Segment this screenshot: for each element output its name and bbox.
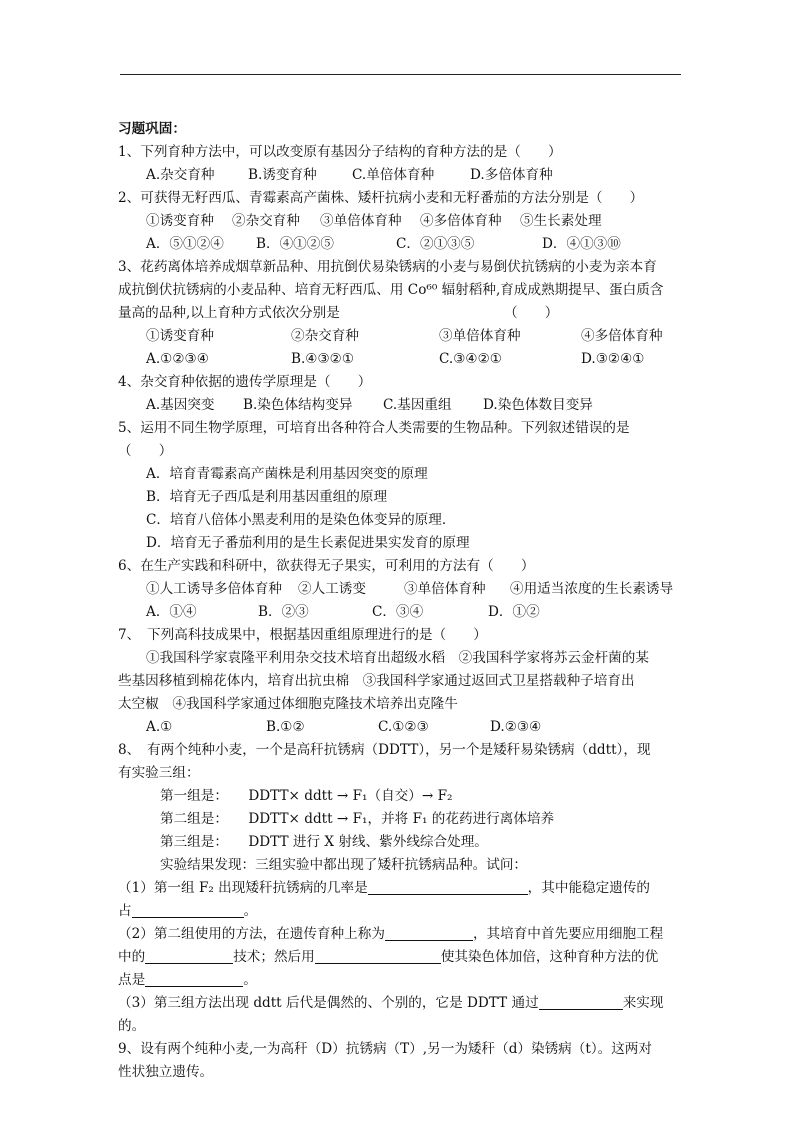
q2-option-a: A．⑤①②④ [146, 236, 224, 252]
q6-method-4: ④用适当浓度的生长素诱导 [510, 581, 674, 597]
q2-method-1: ①诱变育种 [146, 213, 214, 229]
q3-bracket: （ ） [504, 305, 559, 321]
q1-option-c: C.单倍体育种 [352, 167, 435, 183]
q3-option-c: C.③④②① [439, 351, 502, 367]
q8-sub2-blank-1[interactable] [385, 924, 473, 941]
q7-option-b: B.①② [266, 719, 305, 735]
q3-option-d: D.③②④① [581, 351, 645, 367]
q8-sub3-blank[interactable] [539, 993, 623, 1010]
q8-sub2-text-3: 中的 [118, 949, 146, 965]
q8-group-2: 第二组是： DDTT× ddtt → F₁，并将 F₁ 的花药进行离体培养 [160, 811, 555, 827]
q6-method-3: ③单倍体育种 [404, 581, 486, 597]
q8-sub1-line-2 [118, 900, 684, 923]
q8-sub2-text-5: 使其染色体加倍，这种育种方法的优 [440, 949, 659, 965]
q8-sub3-text-2: 来实现 [622, 995, 664, 1011]
q1-option-d: D.多倍体育种 [470, 167, 553, 183]
q8-sub1-blank-2[interactable] [132, 901, 244, 918]
q7-body-2: 些基因移植到棉花体内，培育出抗虫棉 ③我国科学家通过返回式卫星搭载种子培育出 [118, 673, 635, 689]
q8-sub3-text: （3）第三组方法出现 ddtt 后代是偶然的、个别的，它是 DDTT 通过 [118, 995, 539, 1011]
q2-option-c: C．②①③⑤ [396, 236, 475, 252]
q8-sub2-blank-2[interactable] [145, 947, 233, 964]
q2-method-3: ③单倍体育种 [320, 213, 402, 229]
q4-option-a: A.基因突变 [146, 397, 215, 413]
q1-options [118, 164, 684, 187]
q2-option-d: D．④①③⑩ [542, 236, 621, 252]
q8-line-1: 8、 有两个纯种小麦，一个是高秆抗锈病（DDTT），另一个是矮秆易染锈病（ddtt），现 [118, 742, 651, 758]
q4-stem: 4、杂交育种依据的遗传学原理是（ ） [118, 374, 372, 390]
q7-option-a: A.① [146, 719, 173, 735]
exercise-content [118, 118, 684, 1084]
q8-sub3-end: 的。 [118, 1018, 146, 1034]
q8-sub2-line-3 [118, 969, 684, 992]
q3-methods [118, 325, 684, 348]
section-title: 习题巩固： [118, 121, 186, 137]
q5-stem: 5、运用不同生物学原理，可培育出各种符合人类需要的生物品种。下列叙述错误的是 [118, 420, 630, 436]
q1-option-b: B.诱变育种 [248, 167, 317, 183]
q3-option-a: A.①②③④ [146, 351, 209, 367]
q8-sub1-end: 。 [243, 903, 258, 919]
q3-option-b: B.④③②① [291, 351, 355, 367]
q6-methods [118, 578, 684, 601]
q8-line-2: 有实验三组： [118, 765, 200, 781]
q6-options [118, 601, 684, 624]
q7-stem: 7、 下列高科技成果中，根据基因重组原理进行的是（ ） [118, 627, 487, 643]
q3-method-2: ②杂交育种 [291, 328, 359, 344]
q3-method-4: ④多倍体育种 [581, 328, 663, 344]
q8-sub2-end: 。 [243, 972, 257, 988]
q5-option-a: A．培育青霉素高产菌株是利用基因突变的原理 [146, 466, 428, 482]
q8-sub2-blank-3[interactable] [315, 947, 441, 964]
q6-option-a: A．①④ [146, 604, 197, 620]
q2-stem: 2、可获得无籽西瓜、青霉素高产菌株、矮杆抗病小麦和无籽番茄的方法分别是（ ） [118, 190, 644, 206]
q8-sub2-text: （2）第二组使用的方法，在遗传育种上称为 [118, 926, 385, 942]
q4-options [118, 394, 684, 417]
q6-option-d: D．①② [488, 604, 540, 620]
q5-option-d: D．培育无子番茄利用的是生长素促进果实发育的原理 [146, 535, 470, 551]
q5-bracket: （ ） [118, 443, 173, 459]
q2-option-b: B．④①②⑤ [256, 236, 334, 252]
q8-sub2-line [118, 923, 684, 946]
q8-sub3-line [118, 992, 684, 1015]
q8-sub1-text-2: ，其中能稳定遗传的 [527, 880, 651, 896]
q8-sub1-line [118, 877, 684, 900]
q6-stem: 6、在生产实践和科研中，欲获得无子果实，可利用的方法有（ ） [118, 558, 535, 574]
q2-method-2: ②杂交育种 [232, 213, 300, 229]
q6-option-b: B．②③ [258, 604, 309, 620]
q4-option-c: C.基因重组 [383, 397, 452, 413]
q3-method-1: ①诱变育种 [146, 328, 214, 344]
q3-method-3: ③单倍体育种 [439, 328, 521, 344]
q3-line-1: 3、花药离体培养成烟草新品种、用抗倒伏易染锈病的小麦与易倒伏抗锈病的小麦为亲本育 [118, 259, 657, 275]
header-rule [120, 74, 681, 75]
q7-options [118, 716, 684, 739]
q8-result: 实验结果发现：三组实验中都出现了矮秆抗锈病品种。试问： [160, 857, 528, 873]
q2-method-4: ④多倍体育种 [420, 213, 502, 229]
q1-stem: 1、下列育种方法中，可以改变原有基因分子结构的育种方法的是（ ） [118, 144, 562, 160]
q2-options [118, 233, 684, 256]
q8-sub2-line-2 [118, 946, 684, 969]
q8-sub1-text: （1）第一组 F₂ 出现矮秆抗锈病的几率是 [118, 880, 368, 896]
q8-group-3: 第三组是： DDTT 进行 X 射线、紫外线综合处理。 [160, 834, 488, 850]
q1-option-a: A.杂交育种 [146, 167, 215, 183]
q4-option-b: B.染色体结构变异 [243, 397, 353, 413]
q5-option-b: B．培育无子西瓜是利用基因重组的原理 [146, 489, 388, 505]
q8-sub2-blank-4[interactable] [145, 970, 243, 987]
q7-body-1: ①我国科学家袁隆平利用杂交技术培育出超级水稻 ②我国科学家将苏云金杆菌的某 [146, 650, 649, 666]
q7-option-c: C.①②③ [378, 719, 429, 735]
q6-method-2: ②人工诱变 [298, 581, 366, 597]
q3-options [118, 348, 684, 371]
q5-option-c: C．培育八倍体小黑麦利用的是染色体变异的原理． [146, 512, 456, 528]
q7-option-d: D.②③④ [490, 719, 542, 735]
q8-sub1-blank-1[interactable] [368, 878, 528, 895]
q2-methods [118, 210, 684, 233]
q8-group-1: 第一组是： DDTT× ddtt → F₁（自交）→ F₂ [160, 788, 453, 804]
q2-method-5: ⑤生长素处理 [520, 213, 602, 229]
q7-body-3: 太空椒 ④我国科学家通过体细胞克隆技术培养出克隆牛 [118, 696, 458, 712]
q8-sub2-text-4: 技术；然后用 [233, 949, 315, 965]
q3-line-2: 成抗倒伏抗锈病的小麦品种、培育无籽西瓜、用 Co⁶⁰ 辐射稻种,育成成熟期提早、蛋白质含 [118, 282, 664, 298]
q6-option-c: C．③④ [372, 604, 424, 620]
q8-sub2-text-6: 点是 [118, 972, 146, 988]
q8-sub2-text-2: ，其培育中首先要应用细胞工程 [472, 926, 664, 942]
q3-stem-end: 量高的品种,以上育种方式依次分别是 [118, 305, 340, 321]
q3-line-3 [118, 302, 684, 325]
q4-option-d: D.染色体数目变异 [483, 397, 593, 413]
q8-sub1-text-3: 占 [118, 903, 132, 919]
q6-method-1: ①人工诱导多倍体育种 [146, 581, 282, 597]
q9-line-2: 性状独立遗传。 [118, 1064, 214, 1080]
q9-line-1: 9、设有两个纯种小麦,一为高秆（D）抗锈病（T）,另一为矮秆（d）染锈病（t）。这两对 [118, 1041, 652, 1057]
